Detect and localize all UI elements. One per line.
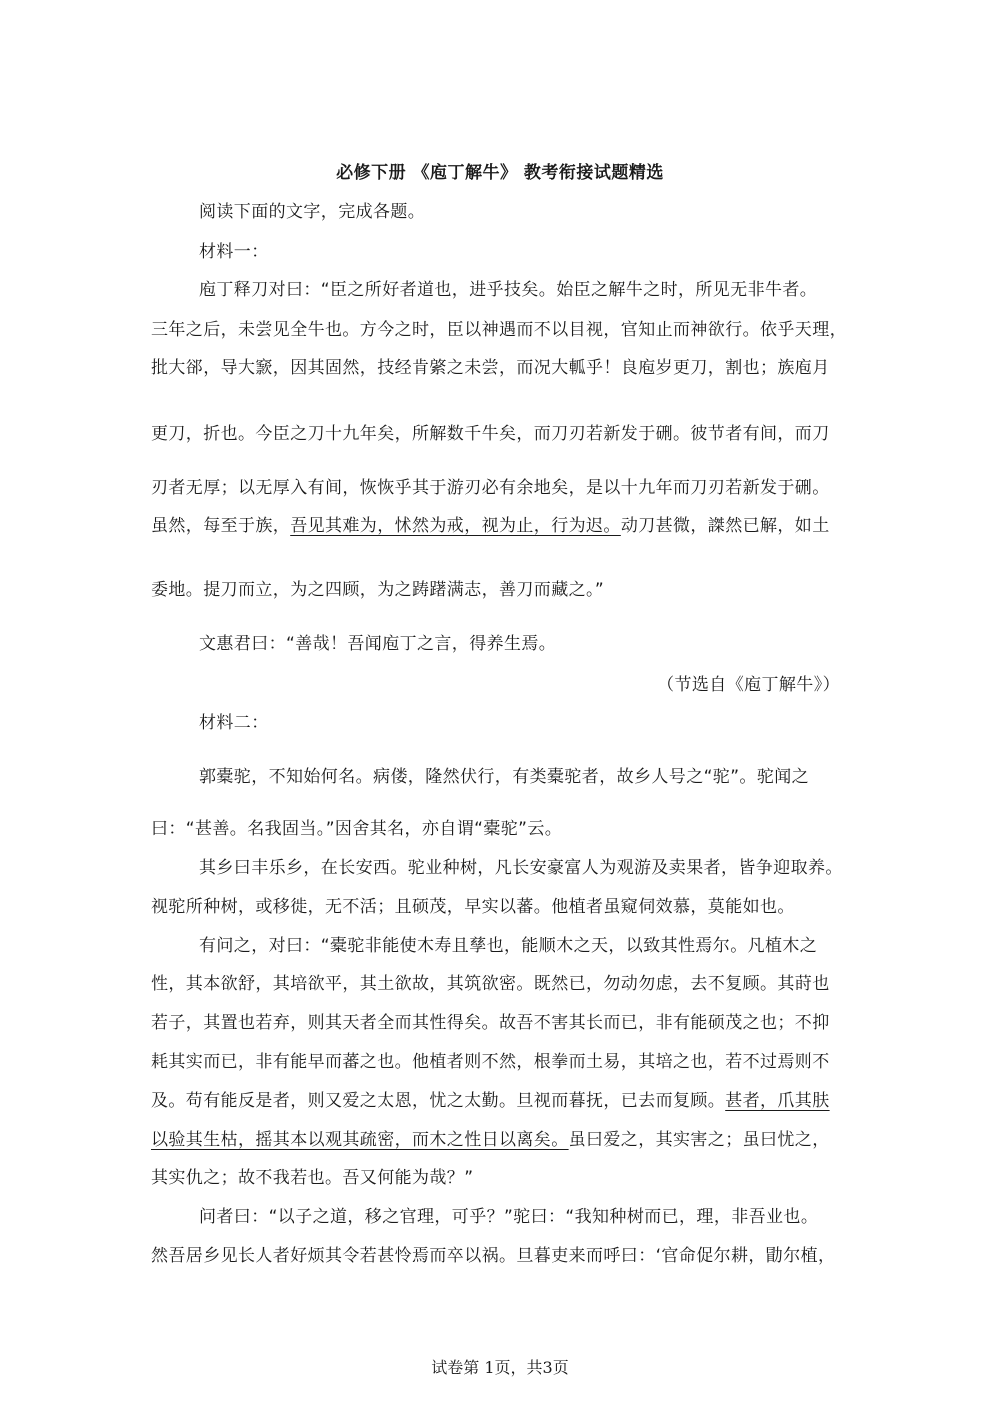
material2-line-2: 曰：“甚善。名我固当。”因舍其名，亦自谓“橐驼”云。 bbox=[151, 819, 563, 839]
material1-line-6-end: 动刀甚微，謋然已解，如土 bbox=[620, 516, 830, 536]
instruction-text: 阅读下面的文字，完成各题。 bbox=[199, 202, 426, 222]
material2-line-9-start: 及。苟有能反是者，则又爱之太恩，忧之太勤。旦视而暮抚，已去而复顾。 bbox=[151, 1091, 726, 1111]
material2-line-4: 视驼所种树，或移徙，无不活；且硕茂，早实以蕃。他植者虽窥伺效慕，莫能如也。 bbox=[151, 897, 795, 917]
material1-line-2: 三年之后，未尝见全牛也。方今之时，臣以神遇而不以目视，官知止而神欲行。依乎天理， bbox=[151, 320, 847, 340]
material2-line-5: 有问之，对曰：“橐驼非能使木寿且孳也，能顺木之天，以致其性焉尔。凡植木之 bbox=[199, 936, 818, 956]
material2-line-3: 其乡曰丰乐乡，在长安西。驼业种树，凡长安豪富人为观游及卖果者，皆争迎取养。 bbox=[199, 858, 843, 878]
material2-line-1: 郭橐驼，不知始何名。病偻，隆然伏行，有类橐驼者，故乡人号之“驼”。驼闻之 bbox=[199, 767, 810, 787]
underlined-sentence-2-end: 以验其生枯，摇其本以观其疏密，而木之性日以离矣。 bbox=[151, 1130, 569, 1150]
material2-line-10 bbox=[151, 1128, 830, 1152]
material1-line-6 bbox=[151, 514, 830, 538]
page-footer: 试卷第 1页，共3页 bbox=[431, 1358, 569, 1377]
page-title: 必修下册 《庖丁解牛》 教考衔接试题精选 bbox=[336, 163, 664, 183]
material2-line-13: 然吾居乡见长人者好烦其令若甚怜焉而卒以祸。旦暮吏来而呼曰：‘官命促尔耕，勖尔植， bbox=[151, 1246, 836, 1266]
material1-line-5: 刃者无厚；以无厚入有间，恢恢乎其于游刃必有余地矣，是以十九年而刀刃若新发于硎。 bbox=[151, 478, 830, 498]
material2-line-10-end: 虽曰爱之，其实害之；虽曰忧之， bbox=[568, 1130, 830, 1150]
material1-label: 材料一： bbox=[199, 242, 269, 262]
material2-line-9 bbox=[151, 1089, 830, 1113]
material1-line-4: 更刀，折也。今臣之刀十九年矣，所解数千牛矣，而刀刃若新发于硎。彼节者有间，而刀 bbox=[151, 424, 830, 444]
material1-line-7: 委地。提刀而立，为之四顾，为之踌躇满志，善刀而藏之。” bbox=[151, 580, 605, 600]
material1-source: （节选自《庖丁解牛》） bbox=[657, 675, 840, 695]
material1-line-6-start: 虽然，每至于族， bbox=[151, 516, 291, 536]
material1-line-1: 庖丁释刀对曰：“臣之所好者道也，进乎技矣。始臣之解牛之时，所见无非牛者。 bbox=[199, 280, 818, 300]
material2-line-11: 其实仇之；故不我若也。吾又何能为哉？” bbox=[151, 1168, 474, 1188]
material1-line-3: 批大郤，导大窾，因其固然，技经肯綮之未尝，而况大軱乎！良庖岁更刀，割也；族庖月 bbox=[151, 358, 830, 378]
material2-label: 材料二： bbox=[199, 713, 269, 733]
underlined-sentence-1: 吾见其难为，怵然为戒，视为止，行为迟。 bbox=[290, 516, 621, 536]
material1-line-8: 文惠君曰：“善哉！吾闻庖丁之言，得养生焉。 bbox=[199, 634, 557, 654]
material2-line-7: 若子，其置也若弃，则其天者全而其性得矣。故吾不害其长而已，非有能硕茂之也；不抑 bbox=[151, 1013, 830, 1033]
material2-line-8: 耗其实而已，非有能早而蕃之也。他植者则不然，根拳而土易，其培之也，若不过焉则不 bbox=[151, 1052, 830, 1072]
material2-line-12: 问者曰：“以子之道，移之官理，可乎？”驼曰：“我知种树而已，理，非吾业也。 bbox=[199, 1207, 819, 1227]
material2-line-6: 性，其本欲舒，其培欲平，其土欲故，其筑欲密。既然已，勿动勿虑，去不复顾。其莳也 bbox=[151, 974, 830, 994]
underlined-sentence-2-start: 甚者，爪其肤 bbox=[725, 1091, 830, 1111]
